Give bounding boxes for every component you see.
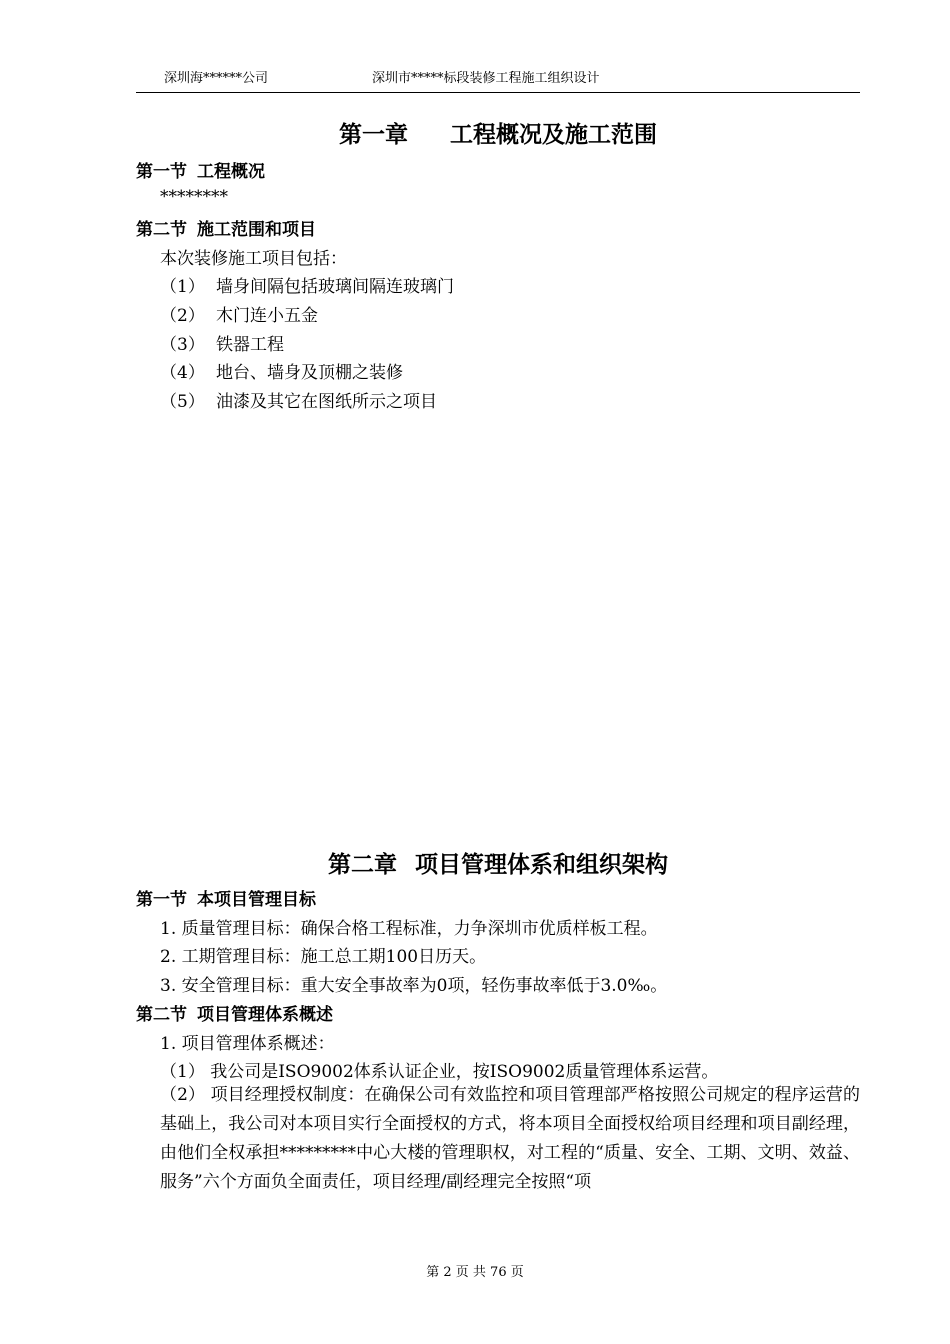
chapter-2-title: 项目管理体系和组织架构 [415,852,668,878]
section-label: 第二节 [136,220,187,240]
header-company: 深圳海******公司 [164,71,269,86]
section-2-2-heading [136,1000,333,1025]
chapter-1-heading [136,116,860,149]
list-item: （5） 油漆及其它在图纸所示之项目 [160,392,437,412]
page-header [136,64,860,93]
section-title: 施工范围和项目 [197,220,316,240]
list-item: （4） 地台、墙身及顶棚之装修 [160,363,403,383]
list-item: 2. 工期管理目标：施工总工期100日历天。 [160,947,487,967]
page-footer: 第 2 页 共 76 页 [426,1265,524,1280]
paragraph: （1） 我公司是ISO9002体系认证企业，按ISO9002质量管理体系运营。 [160,1062,719,1082]
section-title: 本项目管理目标 [197,890,316,910]
section-label: 第二节 [136,1005,187,1025]
section-label: 第一节 [136,890,187,910]
chapter-1-label: 第一章 [339,122,408,148]
section-1-2-intro: 本次装修施工项目包括： [160,249,347,269]
list-item: （3） 铁器工程 [160,335,284,355]
section-1-1-heading [136,157,265,182]
chapter-2-heading [136,846,860,879]
paragraph: （2） 项目经理授权制度：在确保公司有效监控和项目管理部严格按照公司规定的程序运营的基础上，我公司对本项目实行全面授权的方式，将本项目全面授权给项目经理和项目副经理，由他们全权承担*********中心大楼的管理职权，对工程的“质量、安全、工期、文明、效益、服务”六个方面负全面责任，项目经理/副经理完全按照“项 [160,1085,860,1192]
list-item: （1） 墙身间隔包括玻璃间隔连玻璃门 [160,277,454,297]
subsection-heading: 1. 项目管理体系概述： [160,1034,335,1054]
section-1-1-body: ******** [160,187,228,207]
list-item: 1. 质量管理目标：确保合格工程标准，力争深圳市优质样板工程。 [160,919,658,939]
section-1-2-heading [136,215,316,240]
section-2-1-heading [136,885,316,910]
section-title: 工程概况 [197,162,265,182]
header-doc-title: 深圳市*****标段装修工程施工组织设计 [372,71,600,86]
section-label: 第一节 [136,162,187,182]
chapter-1-title: 工程概况及施工范围 [450,122,657,148]
list-item: （2） 木门连小五金 [160,306,318,326]
section-title: 项目管理体系概述 [197,1005,333,1025]
chapter-2-label: 第二章 [328,852,397,878]
list-item: 3. 安全管理目标：重大安全事故率为0项，轻伤事故率低于3.0‰。 [160,976,668,996]
